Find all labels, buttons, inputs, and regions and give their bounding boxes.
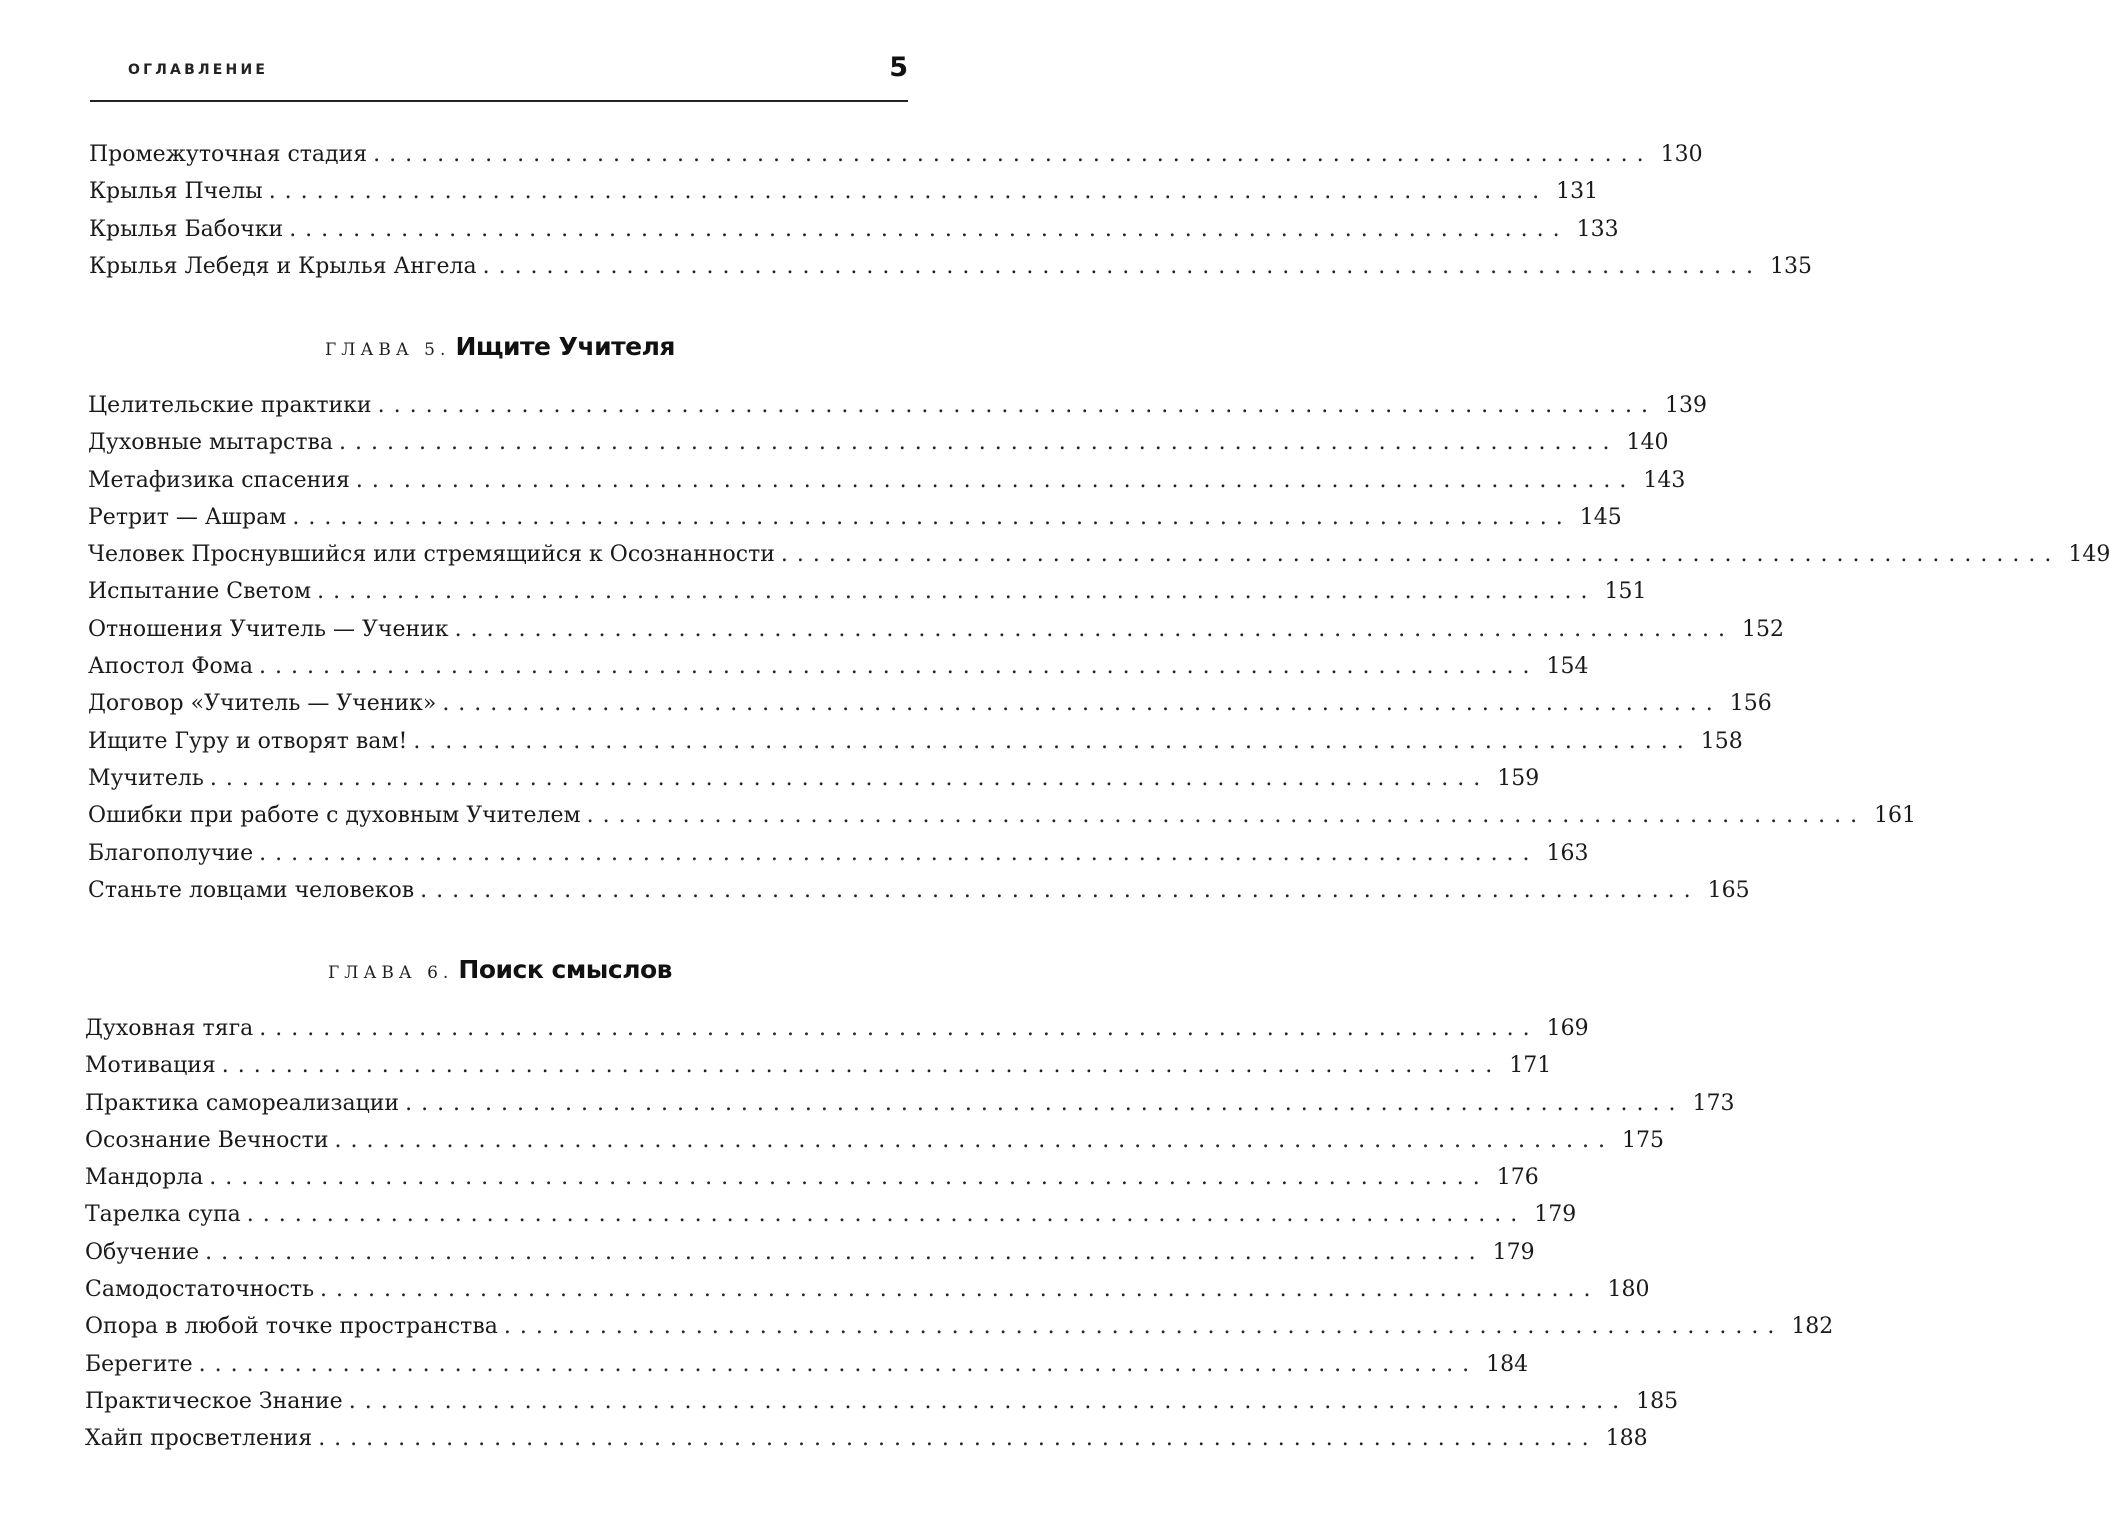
toc-entry bbox=[85, 1308, 1834, 1345]
toc-entry bbox=[88, 797, 1917, 834]
dot-leader: ................................................................................ bbox=[292, 504, 1572, 530]
toc-entry-page: 140 bbox=[1626, 430, 1669, 456]
toc-entry-page: 159 bbox=[1497, 765, 1540, 791]
toc-entry-title: Крылья Лебедя и Крылья Ангела bbox=[89, 253, 477, 279]
toc-entry bbox=[85, 1122, 1664, 1159]
toc-entry-page: 139 bbox=[1665, 393, 1708, 418]
toc-entry-title: Ищите Гуру и отворят вам! bbox=[88, 728, 408, 754]
toc-entry-title: Апостол Фома bbox=[88, 654, 254, 680]
toc-entry bbox=[89, 211, 1619, 248]
toc-entry-title: Станьте ловцами человеков bbox=[88, 877, 415, 903]
toc-chapter-5-list bbox=[88, 387, 2110, 909]
toc-entry-page: 175 bbox=[1621, 1127, 1664, 1153]
dot-leader: ................................................................................ bbox=[355, 467, 1636, 493]
dot-leader: ................................................................................ bbox=[405, 1090, 1685, 1116]
toc-entry-page: 182 bbox=[1791, 1314, 1834, 1340]
dot-leader: ................................................................................ bbox=[348, 1388, 1629, 1414]
dot-leader: ................................................................................ bbox=[209, 765, 1490, 791]
toc-entry-title: Тарелка супа bbox=[85, 1202, 241, 1228]
toc-entry bbox=[85, 1420, 1648, 1457]
toc-entry-page: 131 bbox=[1556, 179, 1599, 205]
toc-entry-page: 161 bbox=[1874, 803, 1917, 829]
dot-leader: ................................................................................ bbox=[373, 142, 1653, 167]
toc-entry-title: Хайп просветления bbox=[85, 1426, 313, 1452]
dot-leader: ................................................................................ bbox=[289, 216, 1569, 242]
toc-entry-page: 158 bbox=[1700, 728, 1743, 754]
toc-entry-title: Человек Проснувшийся или стремящийся к Осознанности bbox=[88, 542, 775, 568]
toc-entry-page: 133 bbox=[1576, 216, 1619, 242]
chapter-5-heading bbox=[0, 332, 1000, 361]
chapter-6-title: Поиск смыслов bbox=[458, 955, 672, 984]
toc-entry bbox=[85, 1346, 1529, 1383]
dot-leader: ................................................................................ bbox=[413, 728, 1693, 754]
toc-entry-title: Берегите bbox=[85, 1351, 193, 1377]
toc-entry bbox=[85, 1159, 1539, 1196]
toc-entry-title: Мотивация bbox=[85, 1053, 216, 1079]
dot-leader: ................................................................................ bbox=[209, 1165, 1489, 1191]
chapter-5-title: Ищите Учителя bbox=[455, 332, 675, 361]
dot-leader: ................................................................................ bbox=[377, 393, 1658, 418]
toc-chapter-6-list bbox=[85, 1010, 1834, 1458]
toc-entry-title: Духовные мытарства bbox=[88, 430, 334, 456]
toc-entry-page: 185 bbox=[1636, 1388, 1679, 1414]
dot-leader: ................................................................................ bbox=[259, 840, 1539, 866]
toc-entry-page: 151 bbox=[1604, 579, 1647, 605]
dot-leader: ................................................................................ bbox=[320, 1277, 1600, 1303]
toc-entry bbox=[85, 1010, 1589, 1047]
chapter-6-label: ГЛАВА 6. bbox=[328, 963, 454, 983]
dot-leader: ................................................................................ bbox=[259, 654, 1539, 680]
chapter-5-label: ГЛАВА 5. bbox=[325, 340, 451, 360]
toc-entry bbox=[89, 136, 1703, 173]
toc-entry bbox=[88, 835, 1589, 872]
toc-entry-page: 169 bbox=[1546, 1016, 1589, 1041]
toc-entry-page: 165 bbox=[1707, 877, 1750, 903]
toc-entry bbox=[88, 387, 1708, 424]
toc-entry-page: 180 bbox=[1607, 1277, 1650, 1303]
toc-entry-page: 163 bbox=[1546, 840, 1589, 866]
toc-entry-page: 184 bbox=[1486, 1351, 1529, 1377]
dot-leader: ................................................................................ bbox=[586, 803, 1867, 829]
dot-leader: ................................................................................ bbox=[420, 877, 1700, 903]
toc-entry-title: Крылья Бабочки bbox=[89, 216, 284, 242]
toc-entry bbox=[88, 611, 1785, 648]
dot-leader: ................................................................................ bbox=[318, 1426, 1598, 1452]
toc-entry bbox=[88, 424, 1669, 461]
toc-entry-title: Духовная тяга bbox=[85, 1016, 254, 1041]
dot-leader: ................................................................................ bbox=[334, 1127, 1614, 1153]
toc-entry bbox=[89, 248, 1813, 285]
chapter-6-heading bbox=[0, 955, 1000, 984]
toc-entry bbox=[88, 573, 1647, 610]
toc-entry-page: 143 bbox=[1643, 467, 1686, 493]
toc-entry-title: Отношения Учитель — Ученик bbox=[88, 616, 449, 642]
toc-entry-page: 135 bbox=[1770, 253, 1813, 279]
toc-entry-title: Мандорла bbox=[85, 1165, 204, 1191]
running-title: ОГЛАВЛЕНИЕ bbox=[128, 62, 269, 78]
dot-leader: ................................................................................ bbox=[454, 616, 1735, 642]
toc-entry-page: 130 bbox=[1660, 142, 1703, 167]
toc-entry-title: Промежуточная стадия bbox=[89, 142, 368, 167]
dot-leader: ................................................................................ bbox=[259, 1016, 1539, 1041]
toc-entry-title: Самодостаточность bbox=[85, 1277, 315, 1303]
toc-entry-title: Мучитель bbox=[88, 765, 204, 791]
toc-entry-title: Осознание Вечности bbox=[85, 1127, 329, 1153]
dot-leader: ................................................................................ bbox=[268, 179, 1549, 205]
dot-leader: ................................................................................ bbox=[221, 1053, 1502, 1079]
toc-entry-page: 176 bbox=[1496, 1165, 1539, 1191]
page-number: 5 bbox=[889, 52, 908, 83]
toc-entry-page: 152 bbox=[1742, 616, 1785, 642]
toc-entry bbox=[85, 1047, 1552, 1084]
toc-entry bbox=[88, 872, 1750, 909]
toc-entry-page: 188 bbox=[1605, 1426, 1648, 1452]
dot-leader: ................................................................................ bbox=[442, 691, 1722, 717]
toc-entry bbox=[88, 685, 1772, 722]
toc-entry-page: 171 bbox=[1509, 1053, 1552, 1079]
toc-entry-page: 154 bbox=[1546, 654, 1589, 680]
toc-entry-page: 173 bbox=[1692, 1090, 1735, 1116]
dot-leader: ................................................................................ bbox=[780, 542, 2061, 568]
toc-entry-title: Благополучие bbox=[88, 840, 254, 866]
toc-entry-title: Испытание Светом bbox=[88, 579, 312, 605]
toc-entry bbox=[85, 1196, 1577, 1233]
toc-entry-title: Практическое Знание bbox=[85, 1388, 343, 1414]
toc-entry-title: Метафизика спасения bbox=[88, 467, 350, 493]
dot-leader: ................................................................................ bbox=[339, 430, 1619, 456]
dot-leader: ................................................................................ bbox=[205, 1239, 1485, 1265]
toc-entry bbox=[85, 1271, 1650, 1308]
page-header bbox=[90, 50, 908, 102]
toc-entry bbox=[85, 1085, 1735, 1122]
dot-leader: ................................................................................ bbox=[246, 1202, 1527, 1228]
toc-entry bbox=[88, 462, 1686, 499]
toc-entry-title: Ошибки при работе с духовным Учителем bbox=[88, 803, 581, 829]
toc-entry-title: Опора в любой точке пространства bbox=[85, 1314, 498, 1340]
toc-entry-page: 145 bbox=[1579, 504, 1622, 530]
dot-leader: ................................................................................ bbox=[503, 1314, 1784, 1340]
dot-leader: ................................................................................ bbox=[198, 1351, 1479, 1377]
toc-entry bbox=[85, 1383, 1679, 1420]
toc-entry-title: Крылья Пчелы bbox=[89, 179, 263, 205]
toc-section-continued bbox=[89, 136, 1813, 285]
toc-entry-title: Целительские практики bbox=[88, 393, 372, 418]
toc-entry bbox=[85, 1234, 1535, 1271]
toc-entry bbox=[88, 499, 1622, 536]
toc-entry-title: Практика самореализации bbox=[85, 1090, 400, 1116]
toc-entry-title: Обучение bbox=[85, 1239, 200, 1265]
toc-entry-page: 179 bbox=[1534, 1202, 1577, 1228]
toc-entry-page: 149 bbox=[2068, 542, 2110, 568]
dot-leader: ................................................................................ bbox=[317, 579, 1597, 605]
toc-entry-page: 156 bbox=[1729, 691, 1772, 717]
toc-entry-title: Ретрит — Ашрам bbox=[88, 504, 287, 530]
toc-entry bbox=[89, 173, 1599, 210]
toc-entry-title: Договор «Учитель — Ученик» bbox=[88, 691, 437, 717]
toc-entry bbox=[88, 536, 2110, 573]
toc-entry bbox=[88, 723, 1743, 760]
toc-entry bbox=[88, 648, 1589, 685]
toc-entry-page: 179 bbox=[1492, 1239, 1535, 1265]
toc-entry bbox=[88, 760, 1540, 797]
dot-leader: ................................................................................ bbox=[482, 253, 1763, 279]
